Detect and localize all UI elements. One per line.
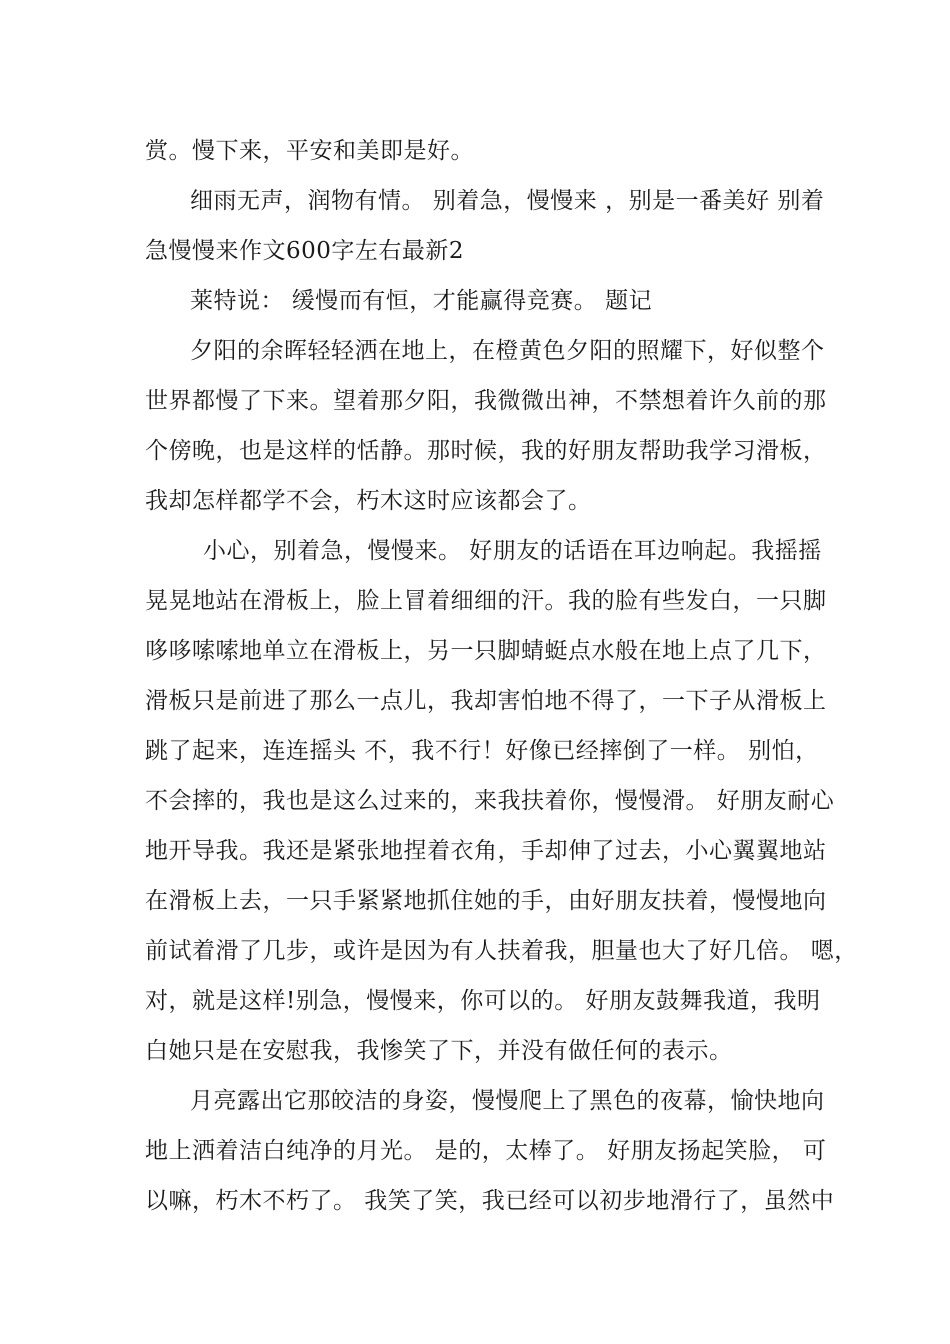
text-line: 对，就是这样!别急，慢慢来，你可以的。 好朋友鼓舞我道，我明: [145, 988, 821, 1014]
text-line: 白她只是在安慰我，我惨笑了下，并没有做任何的表示。: [145, 1038, 733, 1064]
text-line: 不会摔的，我也是这么过来的，来我扶着你，慢慢滑。 好朋友耐心: [145, 788, 835, 814]
text-line: 月亮露出它那皎洁的身姿，慢慢爬上了黑色的夜幕，愉快地向: [190, 1088, 825, 1114]
text-line: 以嘛，朽木不朽了。 我笑了笑，我已经可以初步地滑行了，虽然中: [145, 1188, 835, 1214]
text-line: 跳了起来，连连摇头 不，我不行！好像已经摔倒了一样。 别怕，: [145, 738, 819, 764]
text-line: 晃晃地站在滑板上，脸上冒着细细的汗。我的脸有些发白，一只脚: [145, 588, 827, 614]
text-line: 地上洒着洁白纯净的月光。 是的，太棒了。 好朋友扬起笑脸， 可: [145, 1138, 827, 1164]
text-line: 滑板只是前进了那么一点儿，我却害怕地不得了，一下子从滑板上: [145, 688, 827, 714]
text-line: 前试着滑了几步，或许是因为有人扶着我，胆量也大了好几倍。 嗯，: [145, 938, 858, 964]
text-line: 小心，别着急，慢慢来。 好朋友的话语在耳边响起。我摇摇: [203, 538, 822, 564]
text-line: 赏。慢下来，平安和美即是好。: [145, 138, 474, 164]
text-line: 哆哆嗦嗦地单立在滑板上，另一只脚蜻蜓点水般在地上点了几下，: [145, 638, 827, 664]
text-line: 世界都慢了下来。望着那夕阳，我微微出神，不禁想着许久前的那: [145, 388, 827, 414]
text-line: 个傍晚，也是这样的恬静。那时候，我的好朋友帮助我学习滑板，: [145, 438, 827, 464]
text-line: 我却怎样都学不会，朽木这时应该都会了。: [145, 488, 592, 514]
text-line: 细雨无声，润物有情。 别着急，慢慢来 ，别是一番美好 别着: [190, 188, 825, 214]
text-line: 急慢慢来作文600字左右最新2: [145, 238, 465, 264]
text-line: 莱特说： 缓慢而有恒，才能赢得竞赛。 题记: [190, 288, 653, 314]
text-line: 夕阳的余晖轻轻洒在地上，在橙黄色夕阳的照耀下，好似整个: [190, 338, 825, 364]
text-line: 在滑板上去，一只手紧紧地抓住她的手，由好朋友扶着，慢慢地向: [145, 888, 827, 914]
text-line: 地开导我。我还是紧张地捏着衣角，手却伸了过去，小心翼翼地站: [145, 838, 827, 864]
